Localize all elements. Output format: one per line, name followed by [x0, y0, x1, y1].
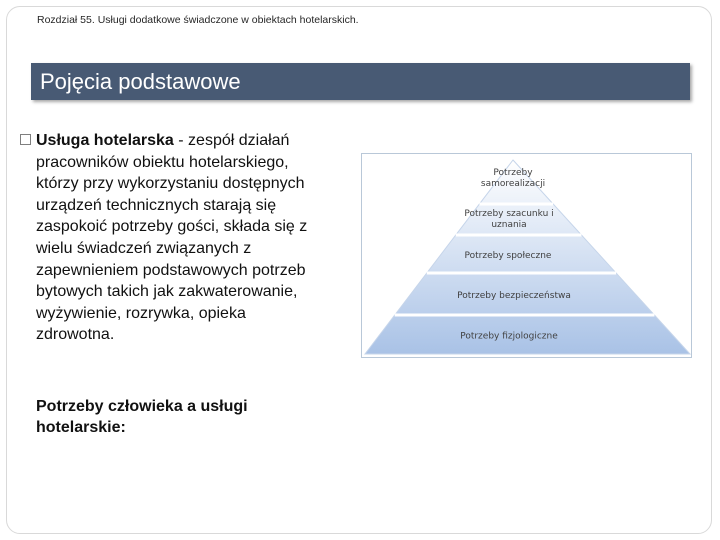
- pyramid-level-label: Potrzeby: [493, 168, 533, 178]
- pyramid-diagram: [361, 153, 692, 358]
- pyramid-level-label: Potrzeby społeczne: [464, 251, 552, 261]
- pyramid-level-label: Potrzeby fizjologiczne: [460, 331, 558, 342]
- bullet-paragraph: [36, 130, 316, 346]
- bullet-definition: - zespół działań pracowników obiektu hotelarskiego, którzy przy wykorzystaniu dostępnych urządzeń technicznych starają się zaspokoić potrzeby gości, składa się z wielu świadczeń związanych z zapewnieniem podstawowych potrzeb bytowych takich jak zakwaterowanie, wyżywienie, rozrywka, opieka zdrowotna.: [36, 132, 308, 344]
- title-bar: [31, 63, 690, 100]
- pyramid-level-label: uznania: [491, 220, 527, 230]
- pyramid-level-label: Potrzeby bezpieczeństwa: [457, 291, 571, 301]
- bullet-checkbox-icon: [20, 134, 31, 145]
- pyramid-svg: [362, 154, 693, 359]
- subheading: Potrzeby człowieka a usługi hotelarskie:: [36, 398, 248, 436]
- slide-title: Pojęcia podstawowe: [40, 69, 241, 94]
- chapter-header: Rozdział 55. Usługi dodatkowe świadczone w obiektach hotelarskich.: [37, 14, 359, 26]
- pyramid-level-label: samorealizacji: [480, 179, 546, 189]
- bullet-term: Usługa hotelarska: [36, 132, 174, 149]
- pyramid-level-label: Potrzeby szacunku i: [464, 209, 554, 219]
